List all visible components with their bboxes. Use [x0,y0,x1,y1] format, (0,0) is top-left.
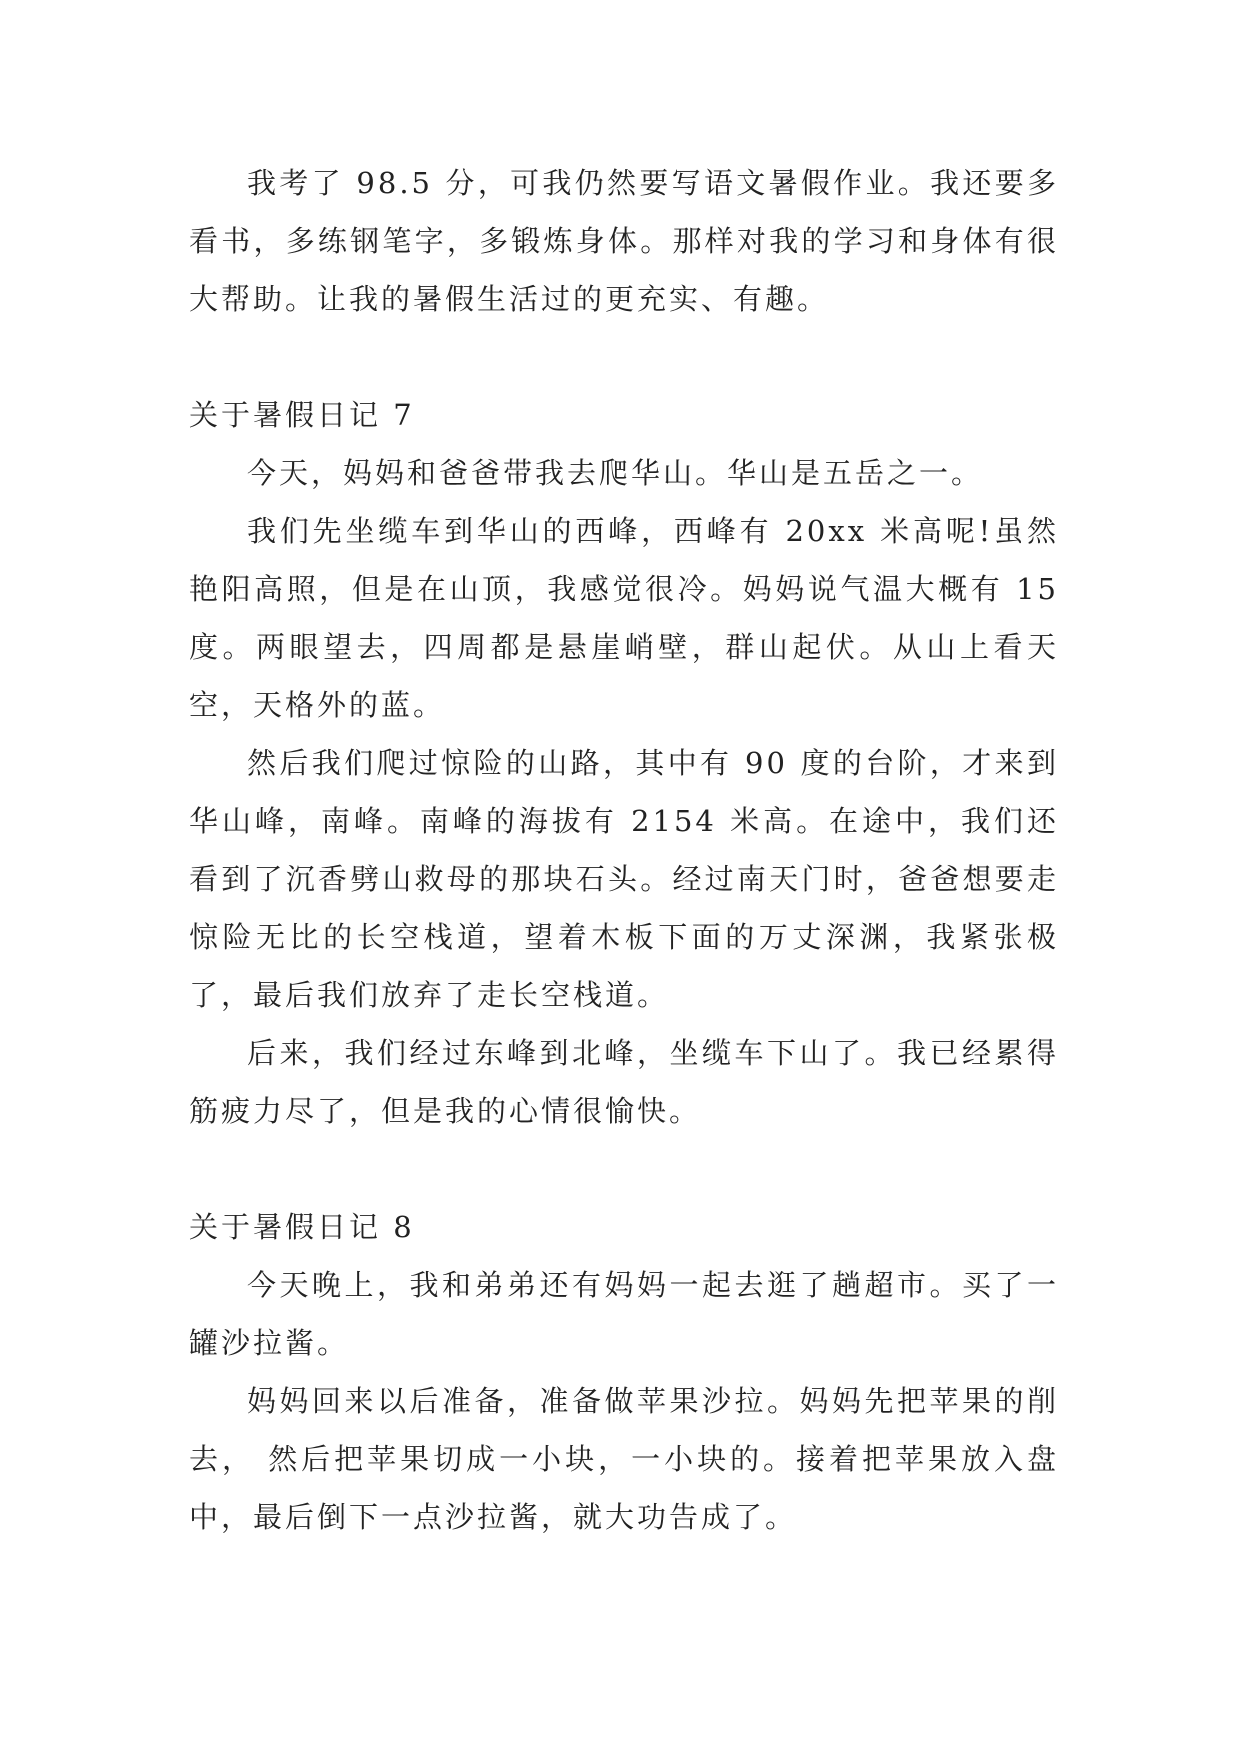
paragraph-exam-score: 我考了 98.5 分，可我仍然要写语文暑假作业。我还要多看书，多练钢笔字，多锻炼身体。那样对我的学习和身体有很大帮助。让我的暑假生活过的更充实、有趣。 [189,166,1059,316]
document-body [189,154,1059,1546]
paragraph-supermarket: 今天晚上，我和弟弟还有妈妈一起去逛了趟超市。买了一罐沙拉酱。 [189,1268,1059,1360]
paragraph-south-peak: 然后我们爬过惊险的山路，其中有 90 度的台阶，才来到华山峰，南峰。南峰的海拔有 2154 米高。在途中，我们还看到了沉香劈山救母的那块石头。经过南天门时，爸爸想要走惊险无比的长空栈道，望着木板下面的万丈深渊，我紧张极了，最后我们放弃了走长空栈道。 [189,746,1059,1012]
paragraph-huashan-intro: 今天，妈妈和爸爸带我去爬华山。华山是五岳之一。 [247,456,984,490]
paragraph-north-peak: 后来，我们经过东峰到北峰，坐缆车下山了。我已经累得筋疲力尽了，但是我的心情很愉快。 [189,1036,1059,1128]
paragraph-apple-salad: 妈妈回来以后准备，准备做苹果沙拉。妈妈先把苹果的削去， 然后把苹果切成一小块，一小块的。接着把苹果放入盘中，最后倒下一点沙拉酱，就大功告成了。 [189,1384,1059,1534]
section-spacer [189,1140,1059,1198]
heading-diary-8: 关于暑假日记 8 [189,1210,415,1244]
section-spacer [189,328,1059,386]
heading-diary-7: 关于暑假日记 7 [189,398,415,432]
paragraph-west-peak: 我们先坐缆车到华山的西峰，西峰有 20xx 米高呢!虽然艳阳高照，但是在山顶，我感觉很冷。妈妈说气温大概有 15 度。两眼望去，四周都是悬崖峭壁，群山起伏。从山上看天空，天格外的蓝。 [189,514,1059,722]
